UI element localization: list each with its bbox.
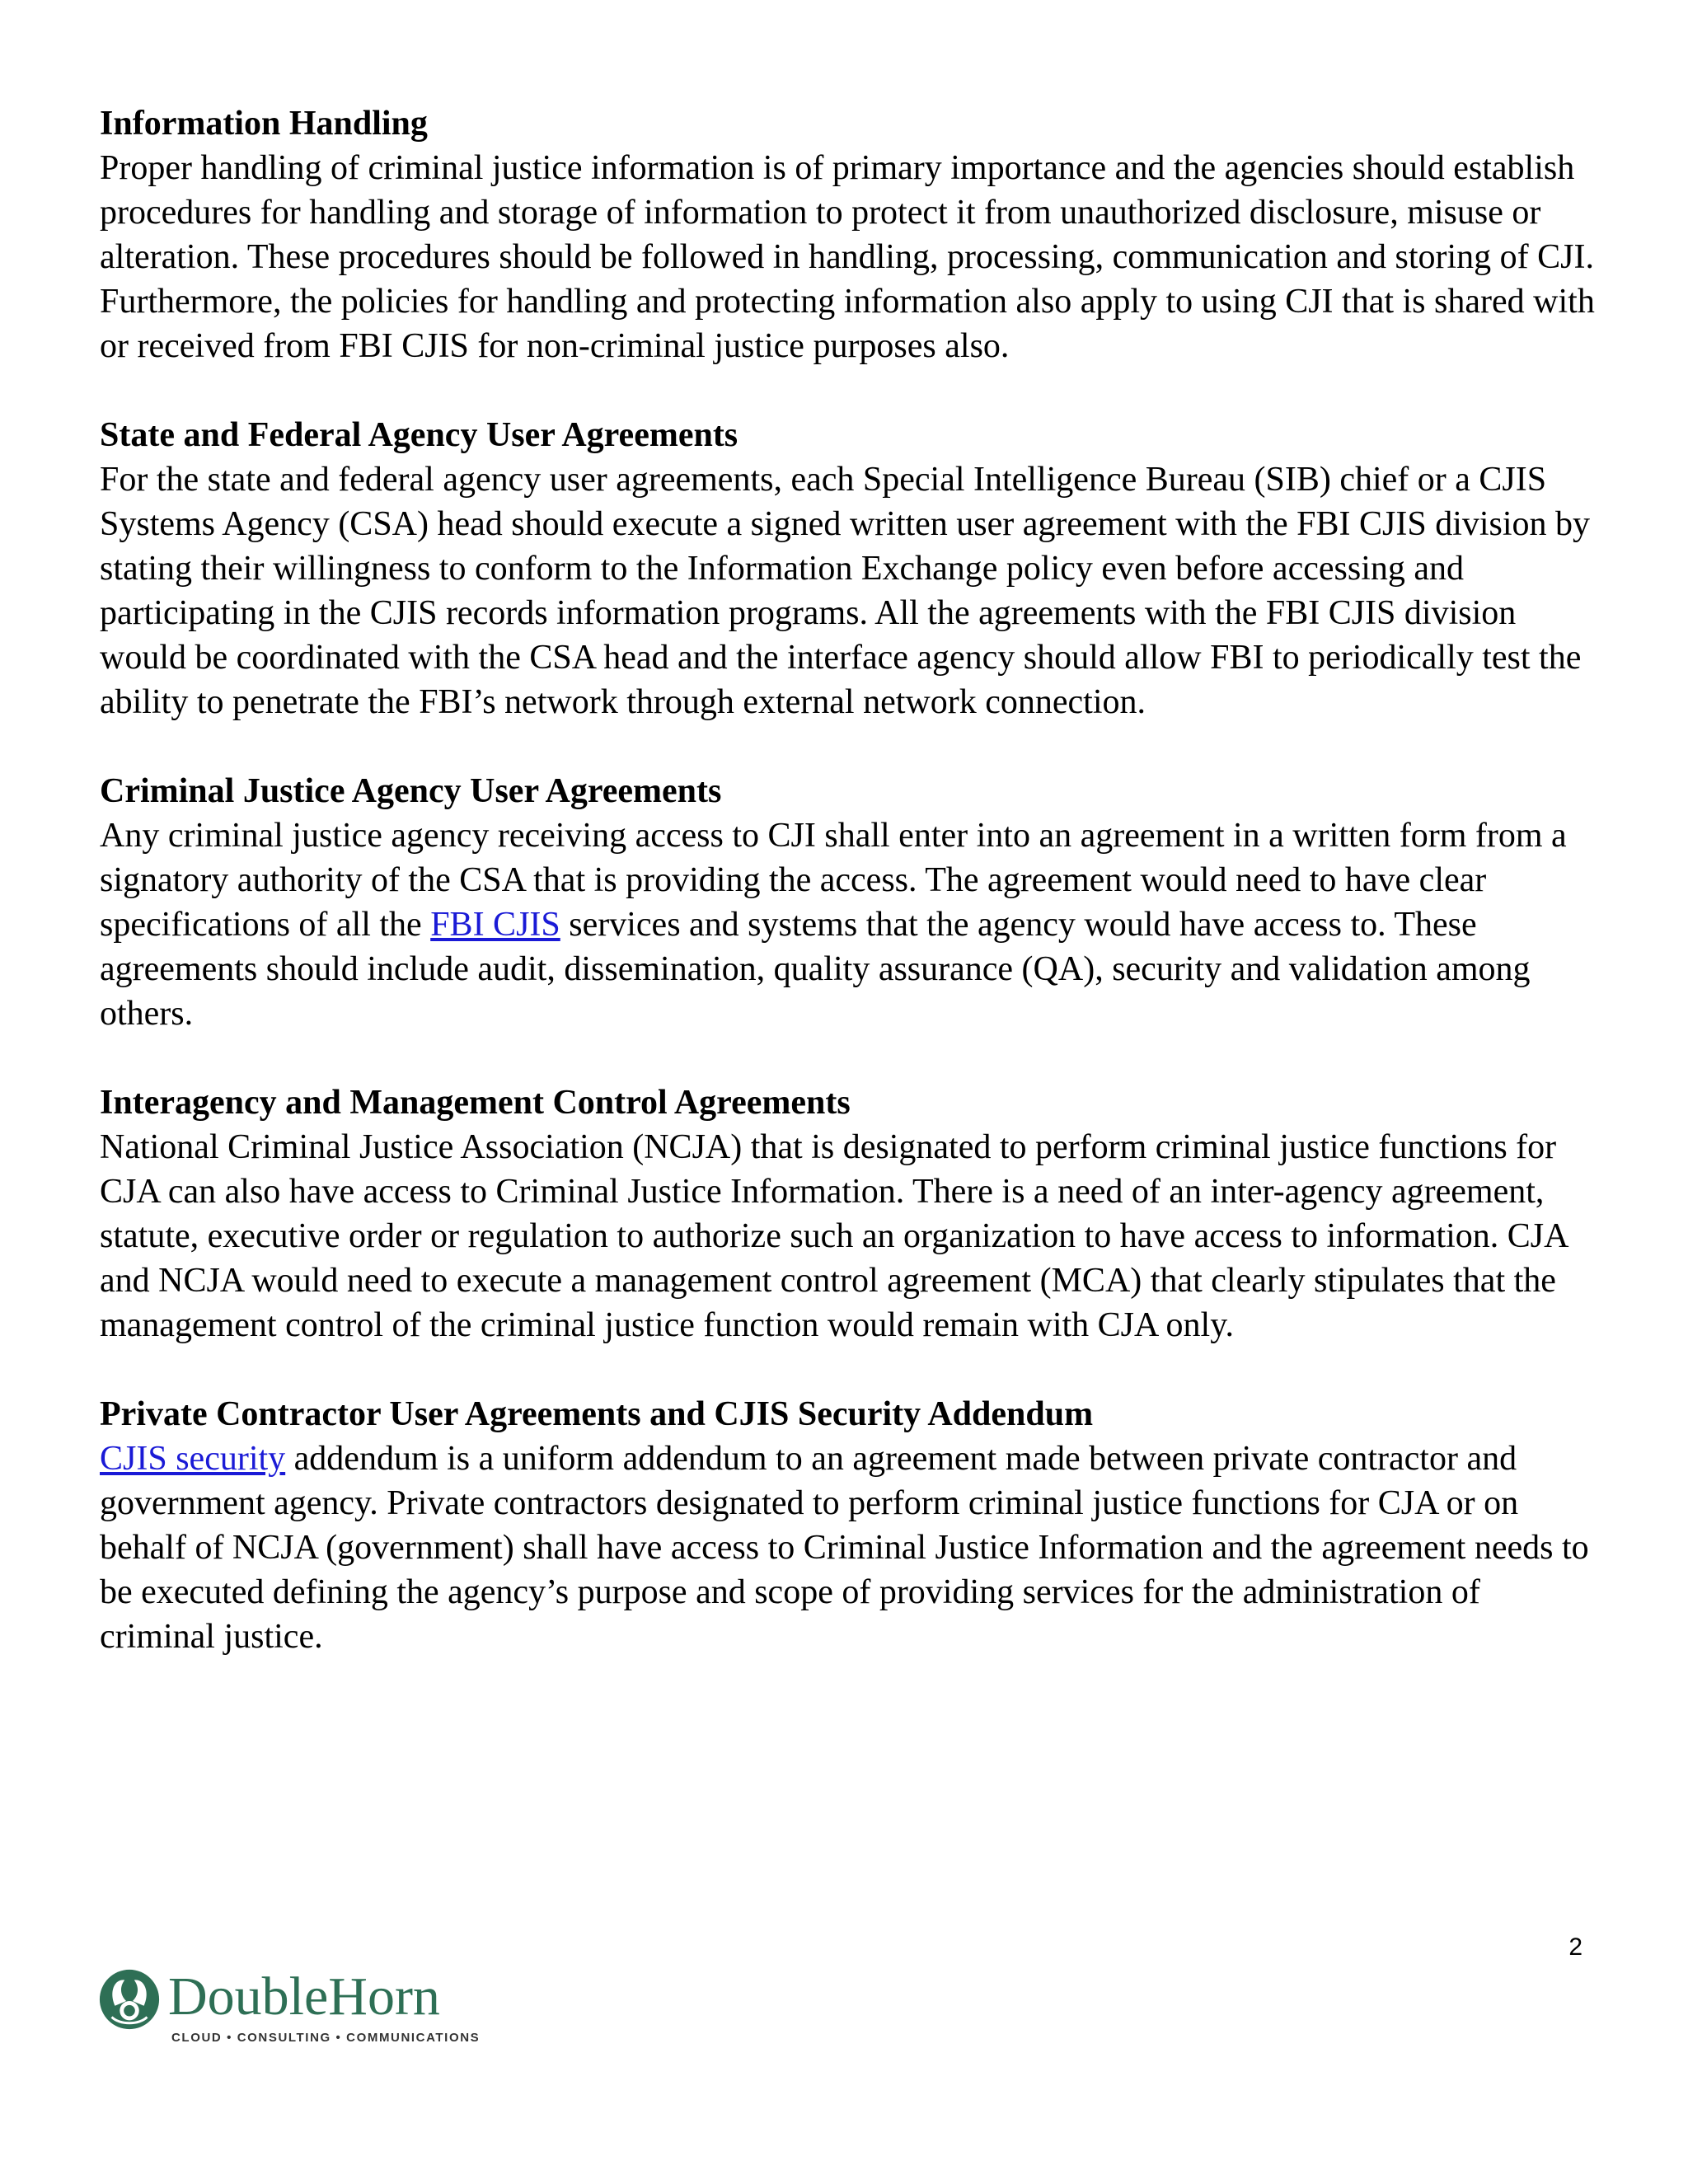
logo-name: DoubleHorn: [168, 1966, 440, 2027]
section-body: Proper handling of criminal justice information is of primary importance and the agencies should establish procedures for handling and storage of information to protect it from unauthorized disclosure, misuse or alteration. These procedures should be followed in handling, processing, communication and storing of CJI. Furthermore, the policies for handling and protecting information also apply to using CJI that is shared with or received from FBI CJIS for non-criminal justice purposes also.: [100, 149, 1595, 365]
section-private-contractor-agreements: [100, 1392, 1600, 1659]
section-body: National Criminal Justice Association (NCJA) that is designated to perform criminal justice functions for CJA can also have access to Criminal Justice Information. There is a need of an inter-agency agreement, statute, executive order or regulation to authorize such an organization to have access to information. CJA and NCJA would need to execute a management control agreement (MCA) that clearly stipulates that the management control of the criminal justice function would remain with CJA only.: [100, 1128, 1568, 1344]
section-heading: Private Contractor User Agreements and CJIS Security Addendum: [100, 1395, 1094, 1433]
doublehorn-emblem-icon: [97, 1967, 162, 2032]
section-interagency-agreements: [100, 1080, 1600, 1347]
page-number: 2: [1568, 1933, 1582, 1961]
section-heading: State and Federal Agency User Agreements: [100, 416, 738, 454]
section-heading: Information Handling: [100, 105, 428, 143]
doublehorn-logo: [97, 1964, 526, 2055]
body-text: addendum is a uniform addendum to an agreement made between private contractor and government agency. Private contractors designated to perform criminal justice functions for CJA or on behalf of NCJA (government) shall have access to Criminal Justice Information and the agreement needs to be executed defining the agency’s purpose and scope of providing services for the administration of criminal justice.: [100, 1440, 1589, 1656]
section-criminal-justice-agreements: [100, 769, 1600, 1036]
section-heading: Criminal Justice Agency User Agreements: [100, 772, 722, 810]
section-state-federal-agreements: [100, 413, 1600, 724]
section-body: [100, 813, 1600, 1036]
logo-tagline: CLOUD • CONSULTING • COMMUNICATIONS: [171, 2031, 481, 2045]
body-text: services and systems that the agency would have access to. These agreements should include audit, dissemination, quality assurance (QA), security and validation among others.: [100, 906, 1531, 1033]
section-body: For the state and federal agency user agreements, each Special Intelligence Bureau (SIB) chief or a CJIS Systems Agency (CSA) head should execute a signed written user agreement with the FBI CJIS division by stating their willingness to conform to the Information Exchange policy even before accessing and participating in the CJIS records information programs. All the agreements with the FBI CJIS division would be coordinated with the CSA head and the interface agency should allow FBI to periodically test the ability to penetrate the FBI’s network through external network connection.: [100, 461, 1591, 721]
section-information-handling: [100, 101, 1600, 368]
body-text: Any criminal justice agency receiving access to CJI shall enter into an agreement in a written form from a signatory authority of the CSA that is providing the access. The agreement would need to have clear specifications of all the: [100, 817, 1567, 944]
section-body: [100, 1436, 1600, 1659]
document-body: [100, 101, 1600, 1704]
section-heading: Interagency and Management Control Agreements: [100, 1084, 851, 1122]
cjis-security-link[interactable]: CJIS security: [100, 1440, 286, 1478]
fbi-cjis-link[interactable]: FBI CJIS: [430, 906, 560, 944]
